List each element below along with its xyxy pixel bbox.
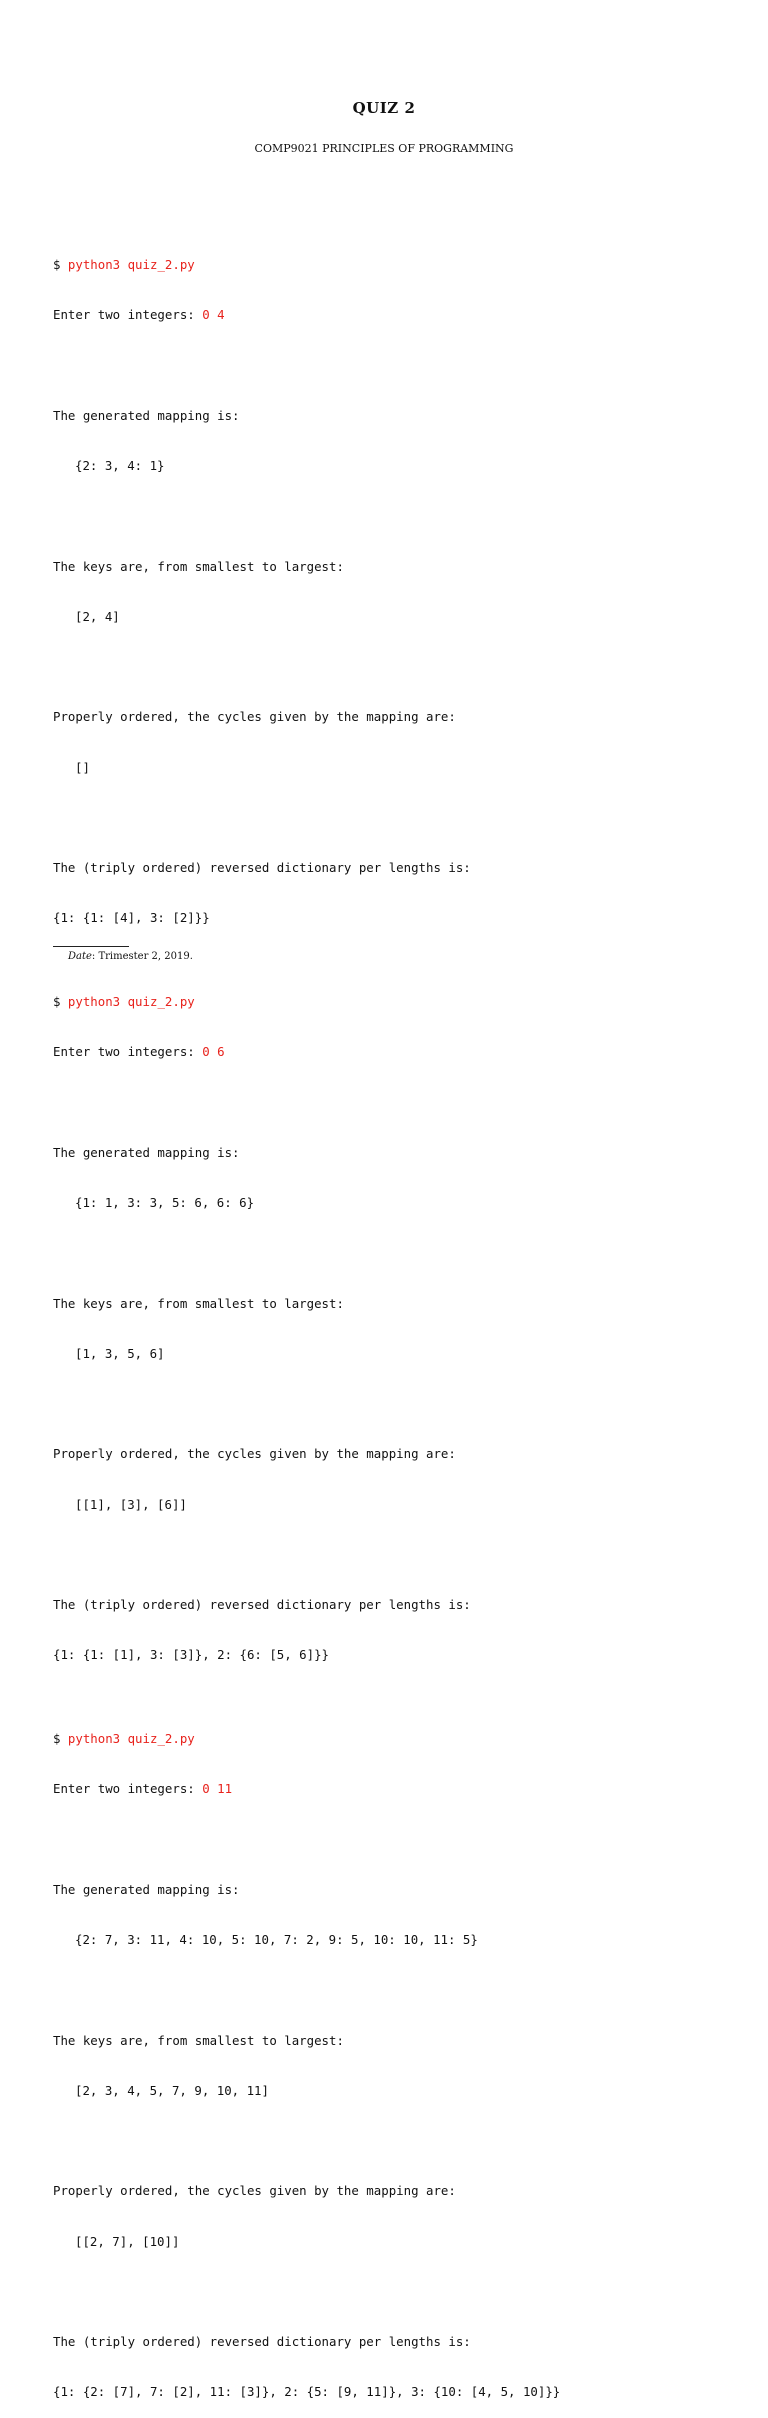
reversed-label: The (triply ordered) reversed dictionary per lengths is:: [53, 1597, 471, 1612]
keys-label: The keys are, from smallest to largest:: [53, 2032, 344, 2048]
cycles-label: Properly ordered, the cycles given by the mapping are:: [53, 709, 456, 725]
footnote-text: : Trimester 2, 2019.: [91, 951, 193, 962]
keys-value: [1, 3, 5, 6]: [75, 1345, 165, 1361]
cycles-label: Properly ordered, the cycles given by the mapping are:: [53, 1446, 456, 1462]
reversed-value: {1: {2: [7], 7: [2], 11: [3]}, 2: {5: [9, 11]}, 3: {10: [4, 5, 10]}}: [53, 2384, 561, 2400]
keys-label: The keys are, from smallest to largest:: [53, 1295, 344, 1311]
shell-prompt: $: [53, 257, 68, 272]
command-text: python3 quiz_2.py: [67, 994, 195, 1009]
command-text: python3 quiz_2.py: [67, 1731, 195, 1746]
user-input: 0 6: [202, 1044, 225, 1060]
terminal-transcript: [53, 190, 560, 2418]
mapping-label: The generated mapping is:: [53, 1144, 240, 1160]
cycles-value: []: [75, 759, 90, 775]
command-text: python3 quiz_2.py: [67, 257, 195, 272]
enter-label: Enter two integers:: [53, 1781, 203, 1797]
cycles-label: Properly ordered, the cycles given by the mapping are:: [53, 2183, 456, 2199]
course-subtitle: COMP9021 PRINCIPLES OF PROGRAMMING: [254, 142, 514, 155]
keys-label: The keys are, from smallest to largest:: [53, 558, 344, 574]
mapping-value: {2: 3, 4: 1}: [75, 458, 165, 473]
input-line: [53, 1044, 560, 1061]
command-line: [53, 257, 560, 274]
keys-value: [2, 3, 4, 5, 7, 9, 10, 11]: [75, 2082, 269, 2098]
reversed-value: {1: {1: [1], 3: [3]}, 2: {6: [5, 6]}}: [53, 1647, 330, 1663]
keys-value: [2, 4]: [75, 608, 120, 624]
command-line: [53, 994, 560, 1011]
input-line: [53, 307, 560, 324]
mapping-label: The generated mapping is:: [53, 1881, 240, 1897]
input-line: [53, 1781, 560, 1798]
user-input: 0 4: [202, 307, 225, 323]
enter-label: Enter two integers:: [53, 1044, 203, 1060]
mapping-label: The generated mapping is:: [53, 407, 240, 423]
cycles-value: [[2, 7], [10]]: [75, 2233, 180, 2249]
cycles-value: [[1], [3], [6]]: [75, 1496, 187, 1512]
command-line: [53, 1731, 560, 1748]
footnote: [68, 951, 193, 962]
shell-prompt: $: [53, 994, 68, 1009]
enter-label: Enter two integers:: [53, 307, 203, 323]
footnote-label: Date: [68, 951, 92, 962]
reversed-label: The (triply ordered) reversed dictionary per lengths is:: [53, 2334, 471, 2349]
reversed-value: {1: {1: [4], 3: [2]}}: [53, 910, 210, 926]
footnote-rule: [53, 946, 129, 947]
shell-prompt: $: [53, 1731, 68, 1746]
reversed-label: The (triply ordered) reversed dictionary per lengths is:: [53, 860, 471, 875]
mapping-value: {1: 1, 3: 3, 5: 6, 6: 6}: [75, 1195, 255, 1210]
page-title: QUIZ 2: [352, 99, 416, 117]
user-input: 0 11: [202, 1781, 233, 1797]
mapping-value: {2: 7, 3: 11, 4: 10, 5: 10, 7: 2, 9: 5, 10: 10, 11: 5}: [75, 1932, 478, 1947]
